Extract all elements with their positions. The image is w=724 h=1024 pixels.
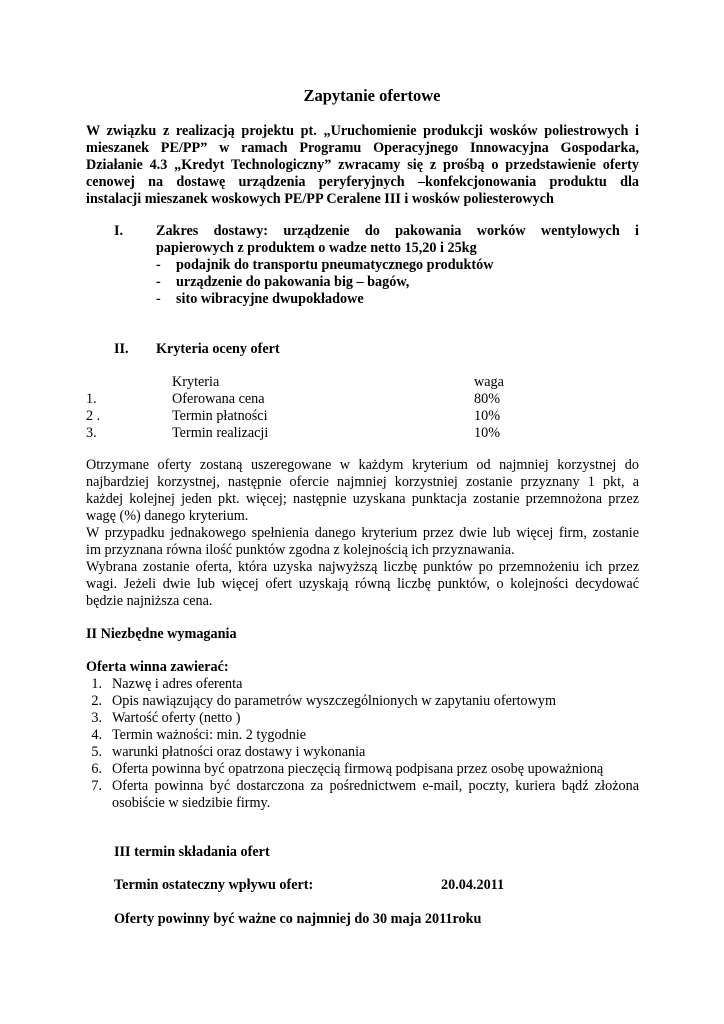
body-line: każdej kolejnej jeden pkt. więcej; następnie uzyskana punktacja zostanie przemnożona przez: [86, 491, 639, 507]
list-item: [86, 693, 639, 710]
list-item: [86, 761, 639, 778]
list-item-text: Wartość oferty (netto ): [112, 710, 241, 726]
intro-paragraph: [86, 123, 639, 208]
body-line: będzie najniższa cena.: [86, 593, 213, 609]
list-item-text: warunki płatności oraz dostawy i wykonania: [112, 744, 366, 760]
weight-header: waga: [474, 374, 504, 390]
section-2-title: Kryteria oceny ofert: [156, 341, 280, 357]
list-number: 6.: [91, 761, 102, 777]
list-item-text: podajnik do transportu pneumatycznego produktów: [176, 257, 494, 273]
intro-line: cenowej na dostawę urządzenia peryferyjnych –konfekcjonowania produktu dla: [86, 174, 639, 190]
list-item: [86, 744, 639, 761]
row-number: 3.: [86, 425, 97, 441]
list-number: 2.: [91, 693, 102, 709]
list-item-text: Termin ważności: min. 2 tygodnie: [112, 727, 307, 743]
table-row: [86, 391, 566, 408]
list-item-text: urządzenie do pakowania big – bagów,: [176, 274, 410, 290]
bullet-dash: -: [156, 257, 161, 273]
list-item: [86, 676, 639, 693]
list-item: [86, 727, 639, 744]
section-1-title-line: papierowych z produktem o wadze netto 15,20 i 25kg: [156, 240, 477, 256]
intro-line: mieszanek PE/PP” w ramach Programu Operacyjnego Innowacyjna Gospodarka,: [86, 140, 639, 156]
body-line: Otrzymane oferty zostaną uszeregowane w każdym kryterium od najmniej korzystnej do: [86, 457, 639, 473]
list-item-text: sito wibracyjne dwupokładowe: [176, 291, 364, 307]
list-number: 1.: [91, 676, 102, 692]
deadline-date: 20.04.2011: [441, 877, 505, 893]
body-line: Wybrana zostanie oferta, która uzyska najwyższą liczbę punktów po przemnożeniu ich przez: [86, 559, 639, 575]
list-item: [156, 291, 493, 308]
list-item: [86, 710, 639, 727]
page-title: Zapytanie ofertowe: [303, 86, 441, 105]
list-item-text: osobiście w siedzibie firmy.: [112, 795, 271, 811]
requirements-list: [86, 676, 639, 812]
list-number: 5.: [91, 744, 102, 760]
evaluation-paragraph: [86, 457, 639, 610]
body-line: W przypadku jednakowego spełnienia danego kryterium przez dwie lub więcej firm, zostanie: [86, 525, 639, 541]
offer-contents-title: Oferta winna zawierać:: [86, 659, 229, 675]
row-number: 1.: [86, 391, 97, 407]
intro-line: Działanie 4.3 „Kredyt Technologiczny” zwracamy się z prośbą o przedstawienie oferty: [86, 157, 639, 173]
row-number: 2 .: [86, 408, 101, 424]
list-item-text: Nazwę i adres oferenta: [112, 676, 243, 692]
criteria-weight: 10%: [474, 425, 501, 441]
requirements-title: II Niezbędne wymagania: [86, 626, 237, 642]
list-item: [156, 274, 493, 291]
table-row: [86, 425, 566, 442]
list-item-text: Opis nawiązujący do parametrów wyszczególnionych w zapytaniu ofertowym: [112, 693, 556, 709]
table-header-row: [86, 374, 566, 391]
table-row: [86, 408, 566, 425]
criteria-name: Termin realizacji: [172, 425, 269, 441]
list-item-text: Oferta powinna być dostarczona za pośrednictwem e-mail, poczty, kuriera bądź złożona: [112, 778, 639, 794]
section-2-number: II.: [114, 341, 129, 357]
bullet-dash: -: [156, 291, 161, 307]
validity-note: Oferty powinny być ważne co najmniej do 30 maja 2011roku: [114, 911, 482, 927]
list-item-text: Oferta powinna być opatrzona pieczęcią firmową podpisana przez osobę upoważnioną: [112, 761, 604, 777]
criteria-weight: 10%: [474, 408, 501, 424]
criteria-name: Oferowana cena: [172, 391, 265, 407]
section-1-title: [156, 223, 639, 257]
body-line: im przyznana równa ilość punktów zgodna z kolejnością ich przyznawania.: [86, 542, 515, 558]
bullet-dash: -: [156, 274, 161, 290]
deadline-label: Termin ostateczny wpływu ofert:: [114, 877, 314, 893]
criteria-name: Termin płatności: [172, 408, 268, 424]
intro-line: W związku z realizacją projektu pt. „Uruchomienie produkcji wosków poliestrowych i: [86, 123, 639, 139]
section-1-number: I.: [114, 223, 124, 239]
section-3-title: III termin składania ofert: [114, 844, 270, 860]
list-number: 4.: [91, 727, 102, 743]
body-line: wagę (%) danego kryterium.: [86, 508, 249, 524]
criteria-header: Kryteria: [172, 374, 220, 390]
section-1-title-line: Zakres dostawy: urządzenie do pakowania worków wentylowych i: [156, 223, 639, 239]
body-line: wagi. Jeżeli dwie lub więcej ofert uzyskają równą liczbę punktów, o kolejności decydować: [86, 576, 639, 592]
list-number: 3.: [91, 710, 102, 726]
intro-line: instalacji mieszanek woskowych PE/PP Ceralene III i wosków poliesterowych: [86, 191, 554, 207]
list-number: 7.: [91, 778, 102, 794]
body-line: najbardziej korzystnej, następnie ofercie najmniej korzystniej zostanie przyznany 1 pkt, a: [86, 474, 639, 490]
list-item: [86, 778, 639, 812]
delivery-scope-list: [156, 257, 493, 308]
criteria-weight: 80%: [474, 391, 501, 407]
list-item: [156, 257, 493, 274]
criteria-table: [86, 374, 566, 442]
